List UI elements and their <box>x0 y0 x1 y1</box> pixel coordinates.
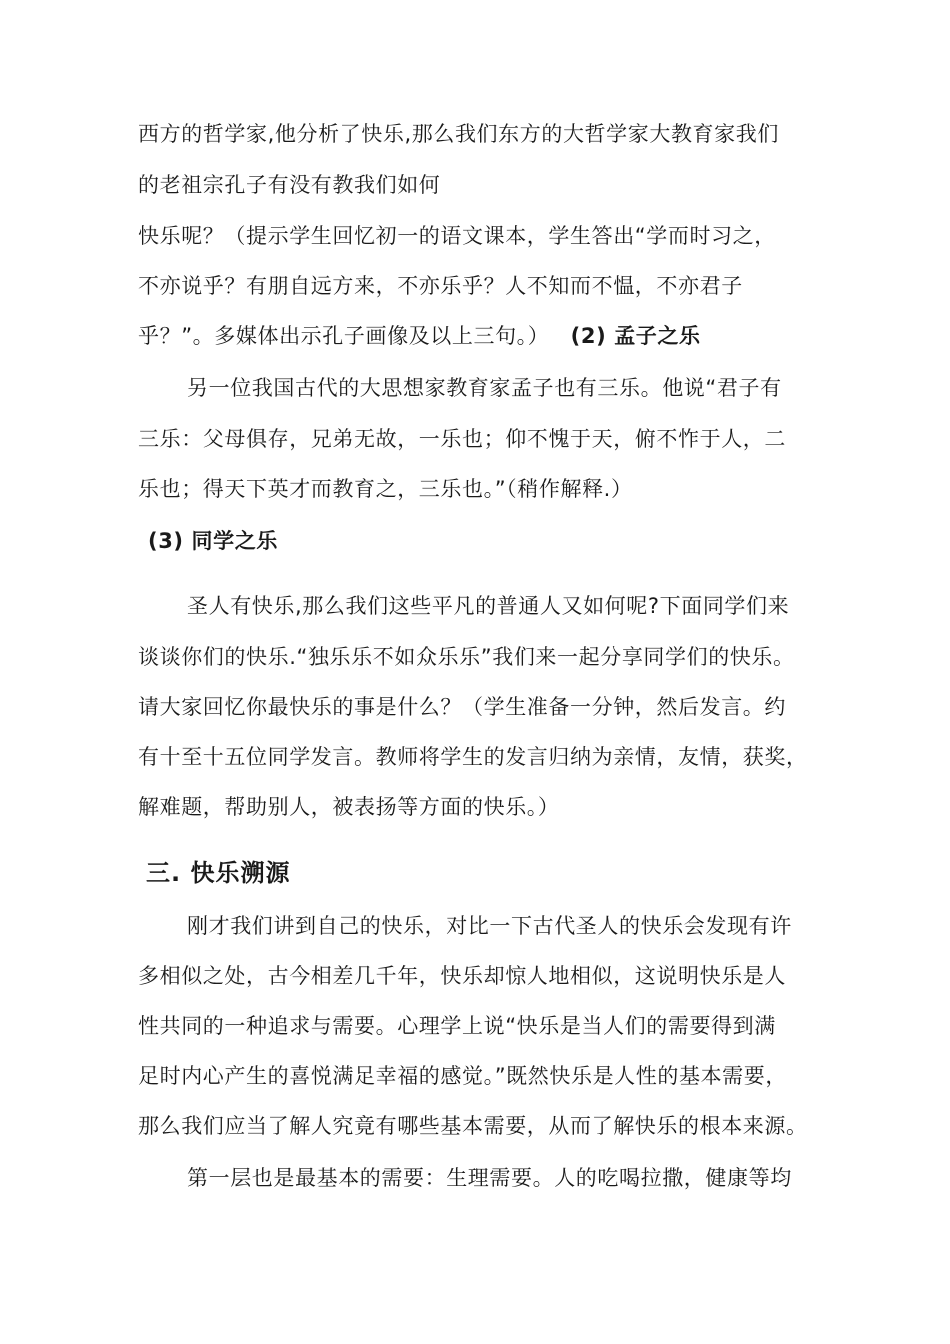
subheading-classmates: (3) 同学之乐 <box>148 529 278 553</box>
text-line: 解难题，帮助别人，被表扬等方面的快乐。） <box>138 795 560 819</box>
text-line-part: 乎？”。多媒体出示孔子画像及以上三句。） <box>138 324 550 348</box>
text-line: 足时内心产生的喜悦满足幸福的感觉。”既然快乐是人性的基本需要， <box>138 1064 787 1088</box>
text-line: 性共同的一种追求与需要。心理学上说“快乐是当人们的需要得到满 <box>138 1014 776 1038</box>
text-line: 另一位我国古代的大思想家教育家孟子也有三乐。他说“君子有 <box>187 376 782 400</box>
text-line: 请大家回忆你最快乐的事是什么？（学生准备一分钟，然后发言。约 <box>138 695 786 719</box>
text-line: 多相似之处，古今相差几千年，快乐却惊人地相似，这说明快乐是人 <box>138 964 786 988</box>
text-line: 乐也；得天下英才而教育之，三乐也。”（稍作解释.） <box>138 477 633 501</box>
text-line: 那么我们应当了解人究竟有哪些基本需要，从而了解快乐的根本来源。 <box>138 1114 808 1138</box>
text-line <box>138 321 701 351</box>
text-line: 的老祖宗孔子有没有教我们如何 <box>138 173 441 197</box>
text-line: 圣人有快乐,那么我们这些平凡的普通人又如何呢?下面同学们来 <box>187 594 790 618</box>
text-line: 西方的哲学家,他分析了快乐,那么我们东方的大哲学家大教育家我们 <box>138 122 779 146</box>
section-heading: 三. 快乐溯源 <box>146 859 291 887</box>
text-line: 第一层也是最基本的需要：生理需要。人的吃喝拉撒，健康等均 <box>187 1166 792 1190</box>
text-line: 谈谈你们的快乐.“独乐乐不如众乐乐”我们来一起分享同学们的快乐。 <box>138 645 795 669</box>
text-line: 三乐：父母俱存，兄弟无故，一乐也；仰不愧于天，俯不怍于人，二 <box>138 427 786 451</box>
subheading-mencius: (2) 孟子之乐 <box>570 324 701 348</box>
text-line: 快乐呢？（提示学生回忆初一的语文课本，学生答出“学而时习之， <box>138 224 776 248</box>
text-line: 有十至十五位同学发言。教师将学生的发言归纳为亲情，友情，获奖， <box>138 745 808 769</box>
text-line: 不亦说乎？有朋自远方来，不亦乐乎？人不知而不愠，不亦君子 <box>138 274 743 298</box>
text-line: 刚才我们讲到自己的快乐，对比一下古代圣人的快乐会发现有许 <box>187 914 792 938</box>
